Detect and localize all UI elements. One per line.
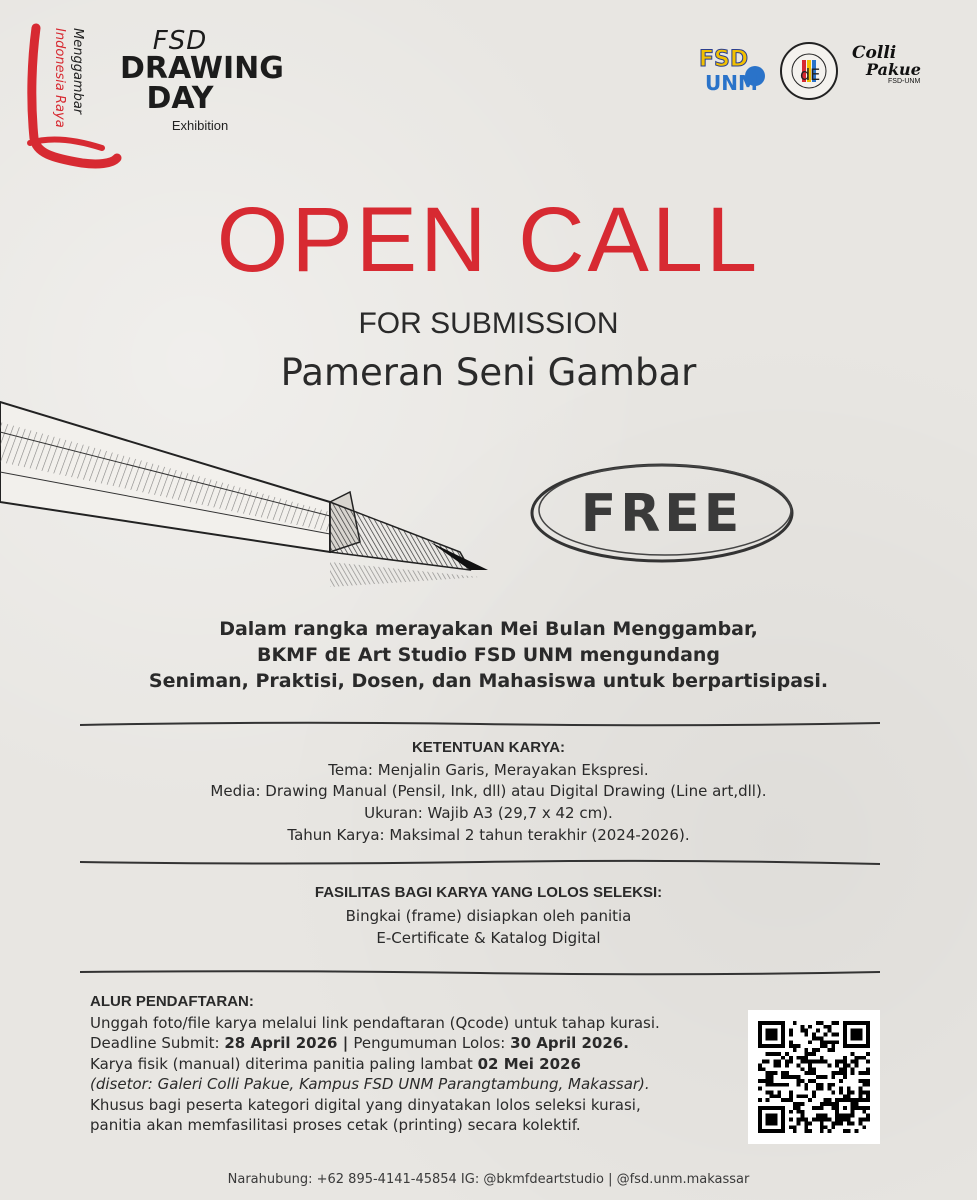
free-badge xyxy=(525,455,800,570)
colli-pakue-logo xyxy=(852,44,942,100)
footer-contact: Narahubung: +62 895-4141-45854 IG: @bkmfdeartstudio | @fsd.unm.makassar xyxy=(227,1172,750,1187)
logo-day-text: DAY xyxy=(146,81,214,116)
free-text: FREE xyxy=(580,484,744,544)
ketentuan-line: Ukuran: Wajib A3 (29,7 x 42 cm). xyxy=(364,804,613,822)
fsd-unm-logo xyxy=(697,40,767,98)
deadline-label: Deadline Submit: xyxy=(90,1034,225,1052)
deadline-date: 28 April 2026 xyxy=(224,1034,338,1052)
svg-text:Menggambar: Menggambar xyxy=(70,28,85,115)
alur-pendaftaran xyxy=(90,992,750,1136)
fasilitas-line: Bingkai (frame) disiapkan oleh panitia xyxy=(345,907,632,925)
logo-exhibition-text: Exhibition xyxy=(171,118,229,133)
ketentuan-line: Tema: Menjalin Garis, Merayakan Ekspresi. xyxy=(328,761,649,779)
svg-text:dE: dE xyxy=(800,65,821,84)
alur-line-upload: Unggah foto/file karya melalui link pendaftaran (Qcode) untuk tahap kurasi. xyxy=(90,1013,660,1032)
pencil-illustration xyxy=(0,392,500,592)
headline-open-call: OPEN CALL xyxy=(216,189,761,291)
divider xyxy=(80,962,880,972)
logo-fsd-text: FSD xyxy=(152,26,208,56)
pengumuman-date: 30 April 2026. xyxy=(510,1034,629,1052)
pengumuman-label: Pengumuman Lolos: xyxy=(353,1034,511,1052)
alur-line-fisik xyxy=(90,1054,750,1075)
colli-sub-text: FSD-UNM xyxy=(888,78,921,85)
fsd-drawing-day-logo xyxy=(120,26,284,133)
alur-line-deadline xyxy=(90,1033,750,1054)
intro-line-1: Dalam rangka merayakan Mei Bulan Menggambar, xyxy=(219,618,758,640)
ketentuan-line: Media: Drawing Manual (Pensil, Ink, dll) atau Digital Drawing (Line art,dll). xyxy=(210,782,767,800)
headline-event-name: Pameran Seni Gambar xyxy=(280,351,697,394)
colli-text: Colli xyxy=(852,43,897,63)
intro-line-2: BKMF dE Art Studio FSD UNM mengundang xyxy=(256,644,721,666)
qr-code-icon xyxy=(758,1020,870,1134)
alur-line-digital-2: panitia akan memfasilitasi proses cetak (printing) secara kolektif. xyxy=(90,1116,581,1134)
ketentuan-title: KETENTUAN KARYA: xyxy=(411,739,566,756)
fisik-date: 02 Mei 2026 xyxy=(477,1054,581,1073)
separator: | xyxy=(337,1034,354,1052)
alur-line-disetor xyxy=(90,1074,750,1095)
alur-line-digital-1: Khusus bagi peserta kategori digital yang dinyatakan lolos seleksi kurasi, xyxy=(90,1095,641,1114)
alur-title: ALUR PENDAFTARAN: xyxy=(90,993,254,1010)
fsd-unm-top-text: FSD xyxy=(699,47,749,72)
logo-drawing-text: DRAWING xyxy=(120,51,284,86)
disetor-text: (disetor: Galeri Colli Pakue, Kampus FSD UNM Parangtambung, Makassar). xyxy=(90,1075,650,1093)
fsd-unm-bottom-text: UNM xyxy=(705,71,758,95)
ketentuan-line: Tahun Karya: Maksimal 2 tahun terakhir (2024-2026). xyxy=(287,826,690,844)
indonesia-menggambar-logo xyxy=(22,18,122,173)
de-art-studio-logo xyxy=(778,40,840,102)
registration-qr-code[interactable] xyxy=(748,1010,880,1144)
svg-text:Indonesia Raya: Indonesia Raya xyxy=(52,28,67,128)
divider xyxy=(80,714,880,724)
fasilitas-line: E-Certificate & Katalog Digital xyxy=(376,929,601,947)
headline-for-submission: FOR SUBMISSION xyxy=(358,307,619,340)
fasilitas-title: FASILITAS BAGI KARYA YANG LOLOS SELEKSI: xyxy=(314,884,663,901)
divider xyxy=(80,853,880,863)
fisik-label: Karya fisik (manual) diterima panitia paling lambat xyxy=(90,1054,478,1073)
pakue-text: Pakue xyxy=(866,60,921,79)
intro-line-3: Seniman, Praktisi, Dosen, dan Mahasiswa untuk berpartisipasi. xyxy=(148,670,829,692)
